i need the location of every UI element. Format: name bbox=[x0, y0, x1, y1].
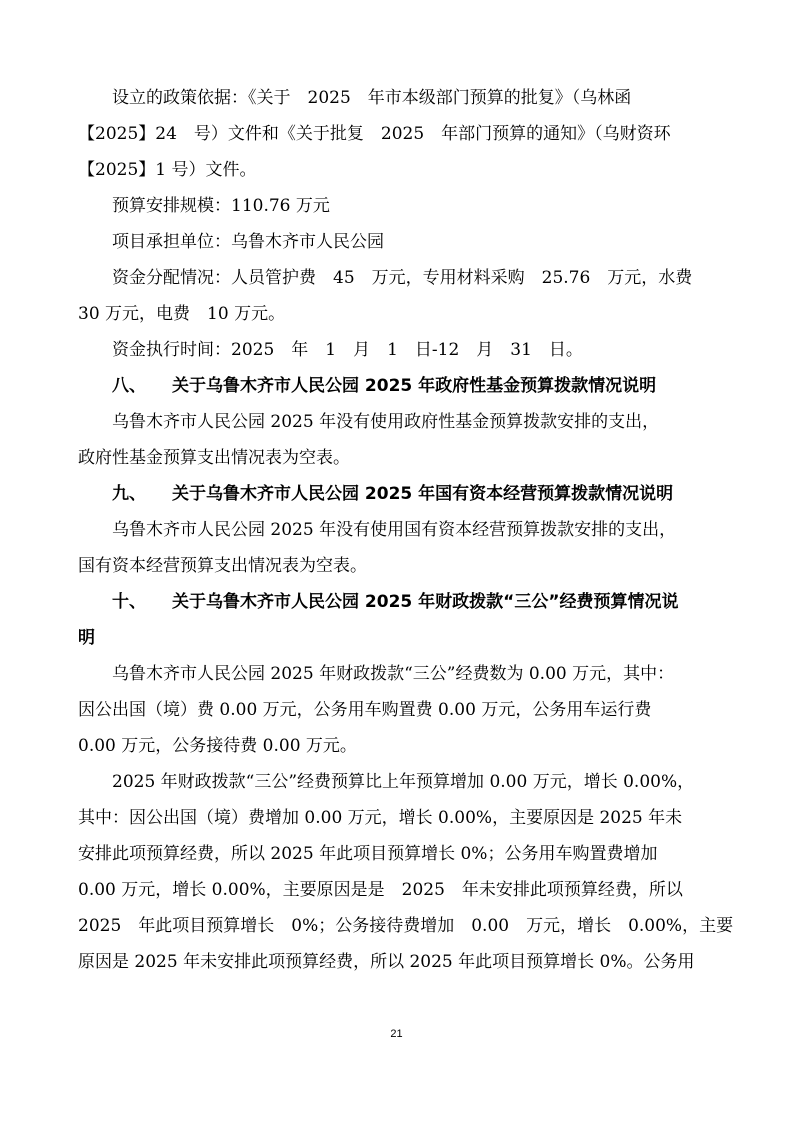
section-9-title: 关于乌鲁木齐市人民公园 2025 年国有资本经营预算拨款情况说明 bbox=[172, 484, 674, 504]
section-10-title: 关于乌鲁木齐市人民公园 2025 年财政拨款“三公”经费预算情况说 bbox=[172, 592, 679, 612]
section-10-para1-line-2: 因公出国（境）费 0.00 万元，公务用车购置费 0.00 万元，公务用车运行费 bbox=[78, 700, 652, 720]
section-10-para2-line-4: 0.00 万元，增长 0.00%，主要原因是是 2025 年未安排此项预算经费，所以 bbox=[78, 880, 683, 900]
section-10-para2-line-1: 2025 年财政拨款“三公”经费预算比上年预算增加 0.00 万元，增长 0.00%， bbox=[112, 772, 695, 792]
section-10-heading bbox=[78, 584, 728, 620]
section-10-heading-cont: 明 bbox=[78, 628, 95, 648]
section-8-heading bbox=[78, 368, 728, 404]
section-8-number: 八、 bbox=[112, 376, 146, 396]
policy-basis-line-2: 【2025】24 号）文件和《关于批复 2025 年部门预算的通知》（乌财资环 bbox=[78, 124, 671, 144]
section-8-line-2: 政府性基金预算支出情况表为空表。 bbox=[78, 448, 350, 468]
section-9-line-2: 国有资本经营预算支出情况表为空表。 bbox=[78, 556, 367, 576]
section-9-line-1: 乌鲁木齐市人民公园 2025 年没有使用国有资本经营预算拨款安排的支出， bbox=[112, 520, 677, 540]
section-10-para2-line-6: 原因是 2025 年未安排此项预算经费，所以 2025 年此项目预算增长 0%。公务用 bbox=[78, 952, 695, 972]
section-9-heading bbox=[78, 476, 728, 512]
section-8-line-1: 乌鲁木齐市人民公园 2025 年没有使用政府性基金预算拨款安排的支出， bbox=[112, 412, 660, 432]
section-10-para1-line-3: 0.00 万元，公务接待费 0.00 万元。 bbox=[78, 736, 357, 756]
execution-time: 资金执行时间：2025 年 1 月 1 日-12 月 31 日。 bbox=[112, 340, 583, 360]
fund-allocation-line-1: 资金分配情况：人员管护费 45 万元，专用材料采购 25.76 万元，水费 bbox=[112, 268, 693, 288]
section-10-number: 十、 bbox=[112, 592, 146, 612]
section-10-para2-line-2: 其中：因公出国（境）费增加 0.00 万元，增长 0.00%，主要原因是 2025 年未 bbox=[78, 808, 683, 828]
fund-allocation-line-2: 30 万元，电费 10 万元。 bbox=[78, 304, 286, 324]
page-number: 21 bbox=[390, 1028, 403, 1040]
section-10-para2-line-5: 2025 年此项目预算增长 0%；公务接待费增加 0.00 万元，增长 0.00%，主要 bbox=[78, 916, 734, 936]
section-8-title: 关于乌鲁木齐市人民公园 2025 年政府性基金预算拨款情况说明 bbox=[172, 376, 657, 396]
budget-scale: 预算安排规模：110.76 万元 bbox=[112, 196, 330, 216]
section-9-number: 九、 bbox=[112, 484, 146, 504]
section-10-para1-line-1: 乌鲁木齐市人民公园 2025 年财政拨款“三公”经费数为 0.00 万元，其中： bbox=[112, 664, 675, 684]
policy-basis-line-3: 【2025】1 号）文件。 bbox=[78, 160, 257, 180]
section-10-para2-line-3: 安排此项预算经费，所以 2025 年此项目预算增长 0%；公务用车购置费增加 bbox=[78, 844, 658, 864]
project-unit: 项目承担单位：乌鲁木齐市人民公园 bbox=[112, 232, 384, 252]
document-body bbox=[78, 80, 734, 980]
policy-basis-line-1: 设立的政策依据：《关于 2025 年市本级部门预算的批复》（乌林函 bbox=[112, 88, 632, 108]
